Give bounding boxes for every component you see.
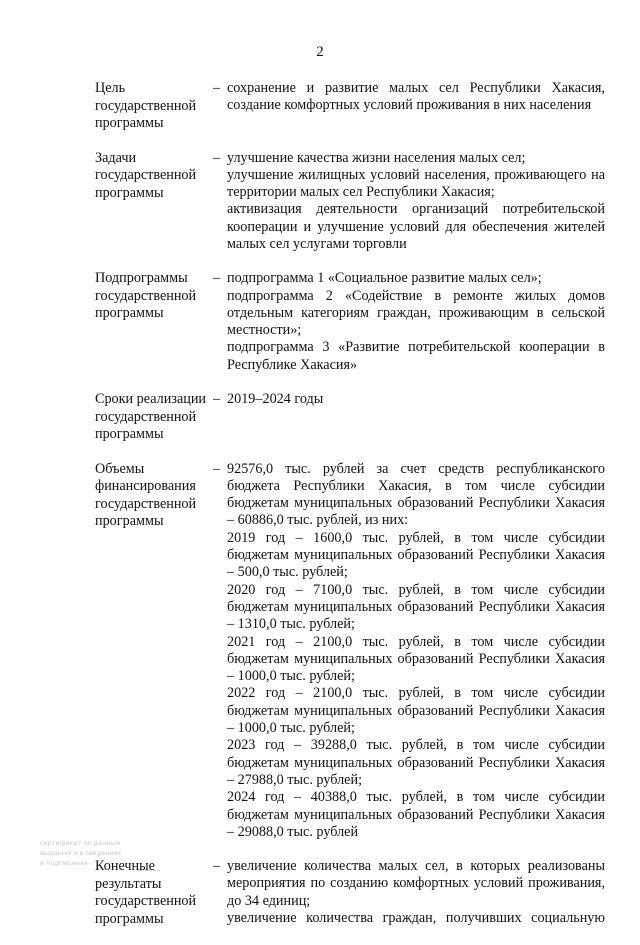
row-content bbox=[227, 858, 605, 928]
content-paragraph: увеличение количества малых сел, в которых реализованы мероприятия по созданию комфортных условий проживания, до 34 единиц; bbox=[227, 858, 605, 909]
content-paragraph: подпрограмма 2 «Содействие в ремонте жилых домов отдельным категориям граждан, проживающим в сельской местности»; bbox=[227, 287, 605, 339]
row-content bbox=[227, 270, 605, 374]
program-passport bbox=[95, 80, 605, 945]
stamp-signature-mark bbox=[138, 860, 160, 871]
content-paragraph: улучшение качества жизни населения малых сел; bbox=[227, 149, 526, 166]
row-dash: – bbox=[213, 80, 221, 96]
content-paragraph: 2019 год – 1600,0 тыс. рублей, в том числе субсидии бюджетам муниципальных образований Республики Хакасия – 500,0 тыс. рублей; bbox=[227, 529, 605, 581]
row-label: Конечные результаты государственной программы bbox=[95, 858, 197, 927]
row-content bbox=[227, 461, 605, 842]
content-paragraph: 2024 год – 40388,0 тыс. рублей, в том числе субсидии бюджетам муниципальных образований Республики Хакасия – 29088,0 тыс. рублей bbox=[227, 789, 605, 840]
passport-row-subprograms bbox=[95, 270, 605, 374]
row-label: Объемы финансирования государственной программы bbox=[95, 460, 197, 530]
passport-row-goal bbox=[95, 80, 605, 133]
stamp-line: сертификат по данным bbox=[40, 839, 121, 847]
row-dash: – bbox=[213, 391, 221, 408]
content-paragraph: увеличение количества граждан, получивших социальную bbox=[227, 909, 605, 926]
stamp-line: о подписании bbox=[40, 859, 88, 867]
row-dash: – bbox=[213, 460, 221, 477]
signature-stamp bbox=[40, 838, 164, 880]
passport-row-tasks bbox=[95, 150, 605, 254]
content-paragraph: активизация деятельности организаций потребительской кооперации и улучшение условий для обеспечения жителей малых сел услугами торговли bbox=[227, 201, 605, 252]
row-dash: – bbox=[213, 270, 221, 287]
passport-row-results bbox=[95, 858, 605, 928]
row-content bbox=[227, 391, 605, 444]
content-paragraph: создание комфортных условий проживания в них населения bbox=[227, 97, 592, 114]
passport-row-funding bbox=[95, 461, 605, 842]
content-paragraph: 2022 год – 2100,0 тыс. рублей, в том числе субсидии бюджетам муниципальных образований Республики Хакасия – 1000,0 тыс. рублей; bbox=[227, 685, 605, 737]
row-label: Цель государственной программы bbox=[95, 80, 197, 131]
content-paragraph: подпрограмма 3 «Развитие потребительской кооперации в Республике Хакасия» bbox=[227, 339, 605, 373]
row-content bbox=[227, 80, 605, 133]
content-paragraph: 2020 год – 7100,0 тыс. рублей, в том числе субсидии бюджетам муниципальных образований Республики Хакасия – 1310,0 тыс. рублей; bbox=[227, 581, 605, 633]
passport-row-period bbox=[95, 391, 605, 444]
content-paragraph: сохранение и развитие малых сел Республики Хакасия, bbox=[227, 80, 605, 96]
content-paragraph: 92576,0 тыс. рублей за счет средств республиканского бюджета Республики Хакасия, в том числе субсидии бюджетам муниципальных образований Республики Хакасия – 60886,0 тыс. рублей, из них: bbox=[227, 460, 605, 529]
content-paragraph: 2021 год – 2100,0 тыс. рублей, в том числе субсидии бюджетам муниципальных образований Республики Хакасия – 1000,0 тыс. рублей; bbox=[227, 633, 605, 685]
content-paragraph: 2019–2024 годы bbox=[227, 391, 324, 408]
row-dash: – bbox=[213, 858, 221, 875]
content-paragraph: 2023 год – 39288,0 тыс. рублей, в том числе субсидии бюджетам муниципальных образований Республики Хакасия – 27988,0 тыс. рублей; bbox=[227, 737, 605, 788]
row-label: Подпрограммы государственной программы bbox=[95, 270, 197, 322]
stamp-line: выданного в сведениях bbox=[40, 849, 122, 857]
row-label: Задачи государственной программы bbox=[95, 149, 197, 201]
row-dash: – bbox=[213, 149, 221, 166]
page-number: 2 bbox=[316, 44, 324, 60]
content-paragraph: подпрограмма 1 «Социальное развитие малых сел»; bbox=[227, 270, 542, 287]
row-label: Сроки реализации государственной программы bbox=[95, 391, 207, 443]
content-paragraph: улучшение жилищных условий населения, проживающего на территории малых сел Республики Хакасия; bbox=[227, 166, 605, 201]
row-content bbox=[227, 150, 605, 254]
